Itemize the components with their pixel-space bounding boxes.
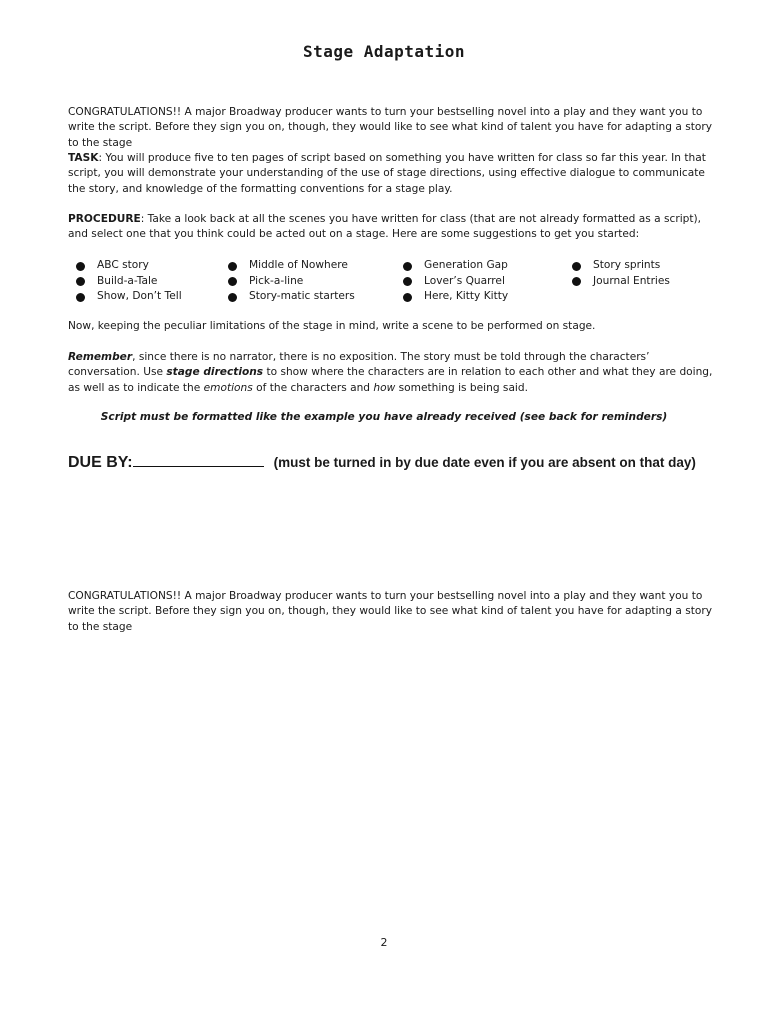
suggestion-item: Story-matic starters — [226, 289, 396, 305]
due-date-blank — [133, 452, 264, 467]
task-text: : You will produce five to ten pages of script based on something you have written for class so far this year. In that script, you will demonstrate your understanding of the use of stage directions, using effective dialogue to communicate the story, and knowledge of the formatting conventions for a stage play. — [68, 152, 706, 195]
suggestion-item: Build-a-Tale — [74, 274, 244, 290]
bullet-icon — [403, 277, 412, 286]
page-title: Stage Adaptation — [302, 42, 466, 61]
procedure-label: PROCEDURE — [68, 213, 141, 225]
bullet-icon — [228, 262, 237, 271]
suggestion-item: Here, Kitty Kitty — [401, 289, 571, 305]
repeat-intro-paragraph: CONGRATULATIONS!! A major Broadway producer wants to turn your bestselling novel into a play and they want you to write the script. Before they sign you on, though, they would like to see what kind of talent you have for adapting a story to the stage — [68, 590, 712, 633]
bullet-icon — [228, 293, 237, 302]
emotions-term: emotions — [203, 381, 253, 394]
bullet-icon — [403, 293, 412, 302]
suggestion-item: Show, Don’t Tell — [74, 289, 244, 305]
suggestion-column-3 — [401, 258, 571, 305]
due-date-line — [68, 452, 696, 472]
limitations-paragraph: Now, keeping the peculiar limitations of the stage in mind, write a scene to be performed on stage. — [68, 320, 596, 332]
suggestion-item: Lover’s Quarrel — [401, 274, 571, 290]
bullet-icon — [76, 277, 85, 286]
procedure-paragraph — [68, 212, 718, 243]
suggestion-item: Story sprints — [570, 258, 740, 274]
bullet-icon — [572, 262, 581, 271]
suggestion-item: Pick-a-line — [226, 274, 396, 290]
due-label: DUE BY: — [68, 454, 133, 471]
stage-directions-term: stage directions — [166, 366, 264, 379]
bullet-icon — [403, 262, 412, 271]
bullet-icon — [572, 277, 581, 286]
suggestion-column-4 — [570, 258, 740, 289]
suggestion-item: Middle of Nowhere — [226, 258, 396, 274]
remember-paragraph: Remember, since there is no narrator, there is no exposition. The story must be told through the characters’ conversation. Use stage directions to show where the characters are in relation to each other and what they are doing, as well as to indicate the emotions of the characters and how something is being said. — [68, 351, 713, 394]
suggestion-column-1 — [74, 258, 244, 305]
suggestion-item: Generation Gap — [401, 258, 571, 274]
suggestion-column-2 — [226, 258, 396, 305]
suggestion-item: Journal Entries — [570, 274, 740, 290]
remember-lead: Remember — [68, 351, 133, 363]
bullet-icon — [76, 293, 85, 302]
page-number: 2 — [380, 936, 388, 949]
bullet-icon — [228, 277, 237, 286]
task-paragraph — [68, 151, 718, 197]
task-label: TASK — [68, 152, 99, 164]
due-note: (must be turned in by due date even if you are absent on that day) — [273, 455, 696, 470]
intro-paragraph: CONGRATULATIONS!! A major Broadway producer wants to turn your bestselling novel into a play and they want you to write the script. Before they sign you on, though, they would like to see what kind of talent you have for adapting a story to the stage — [68, 106, 712, 149]
how-term: how — [373, 381, 396, 394]
suggestion-item: ABC story — [74, 258, 244, 274]
procedure-text: : Take a look back at all the scenes you have written for class (that are not already formatted as a script), and select one that you think could be acted out on a stage. Here are some suggestions to get you started: — [68, 213, 702, 241]
script-format-note: Script must be formatted like the example you have already received (see back for reminders) — [100, 411, 668, 423]
bullet-icon — [76, 262, 85, 271]
